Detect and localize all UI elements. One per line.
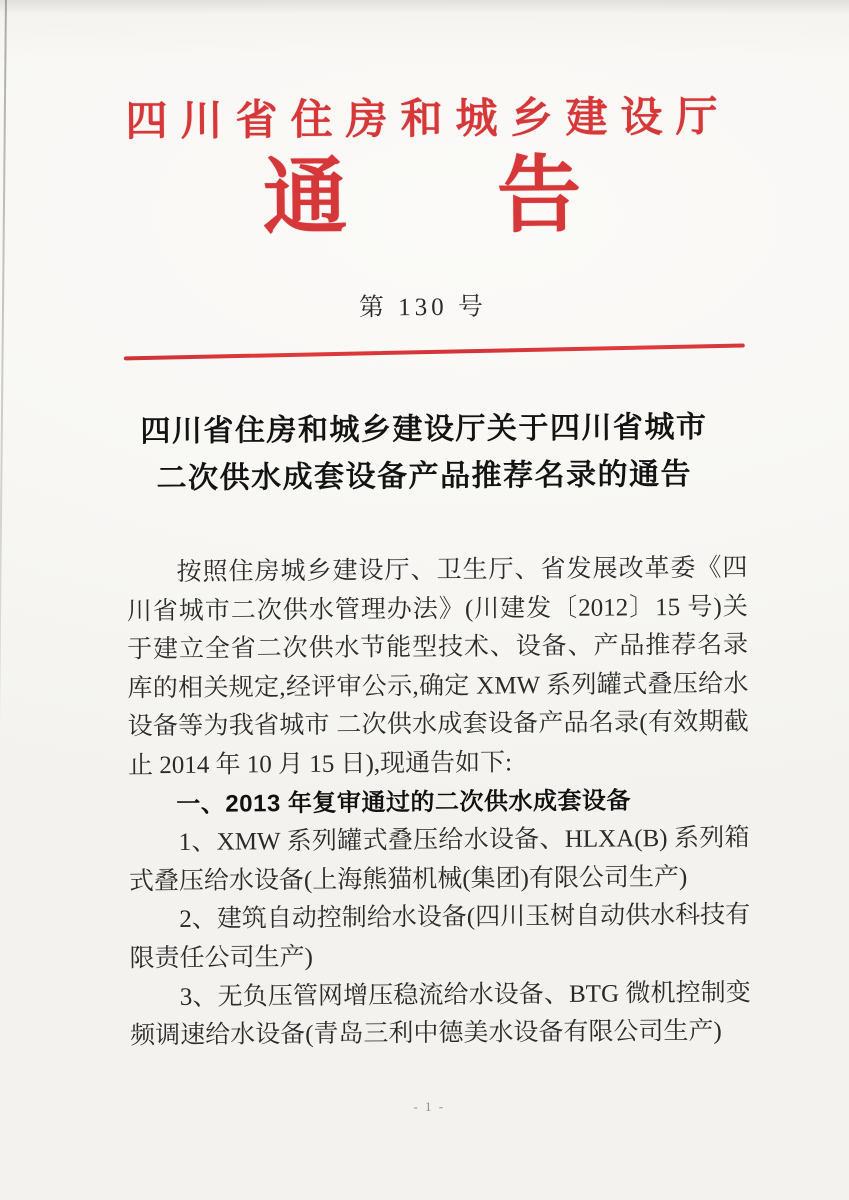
issuing-department: 四川省住房和城乡建设厅	[125, 94, 731, 146]
document-body	[126, 549, 751, 1056]
document-title-line2: 二次供水成套设备产品推荐名录的通告	[156, 457, 693, 496]
page-number: - 1 -	[413, 1098, 446, 1115]
notice-title-char-tong: 通	[262, 151, 348, 246]
red-divider-rule	[124, 343, 745, 360]
list-item-1: 1、XMW 系列罐式叠压给水设备、HLXA(B) 系列箱式叠压给水设备(上海熊猫机械(集团)有限公司生产)	[128, 824, 750, 896]
document-title-line1: 四川省住房和城乡建设厅关于四川省城市	[140, 410, 708, 449]
document-title	[0, 403, 849, 504]
notice-title-char-gao: 告	[496, 149, 582, 244]
issue-number: 第 130 号	[358, 293, 488, 322]
section-heading: 一、2013 年复审通过的二次供水成套设备	[176, 786, 632, 818]
list-item-3: 3、无负压管网增压稳流给水设备、BTG 微机控制变频调速给水设备(青岛三利中德美水设备有限公司生产)	[130, 978, 751, 1050]
notice-title	[0, 149, 847, 246]
list-item-2: 2、建筑自动控制给水设备(四川玉树自动供水科技有限责任公司生产)	[129, 901, 751, 973]
intro-paragraph: 按照住房城乡建设厅、卫生厅、省发展改革委《四川省城市二次供水管理办法》(川建发〔2012〕15 号)关于建立全省二次供水节能型技术、设备、产品推荐名录库的相关规定,经评审公示,确定 XMW 系列罐式叠压给水设备等为我省城市 二次供水成套设备产品名录(有效期截止 2014 年 10 月 15 日),现通告如下:	[126, 554, 749, 780]
